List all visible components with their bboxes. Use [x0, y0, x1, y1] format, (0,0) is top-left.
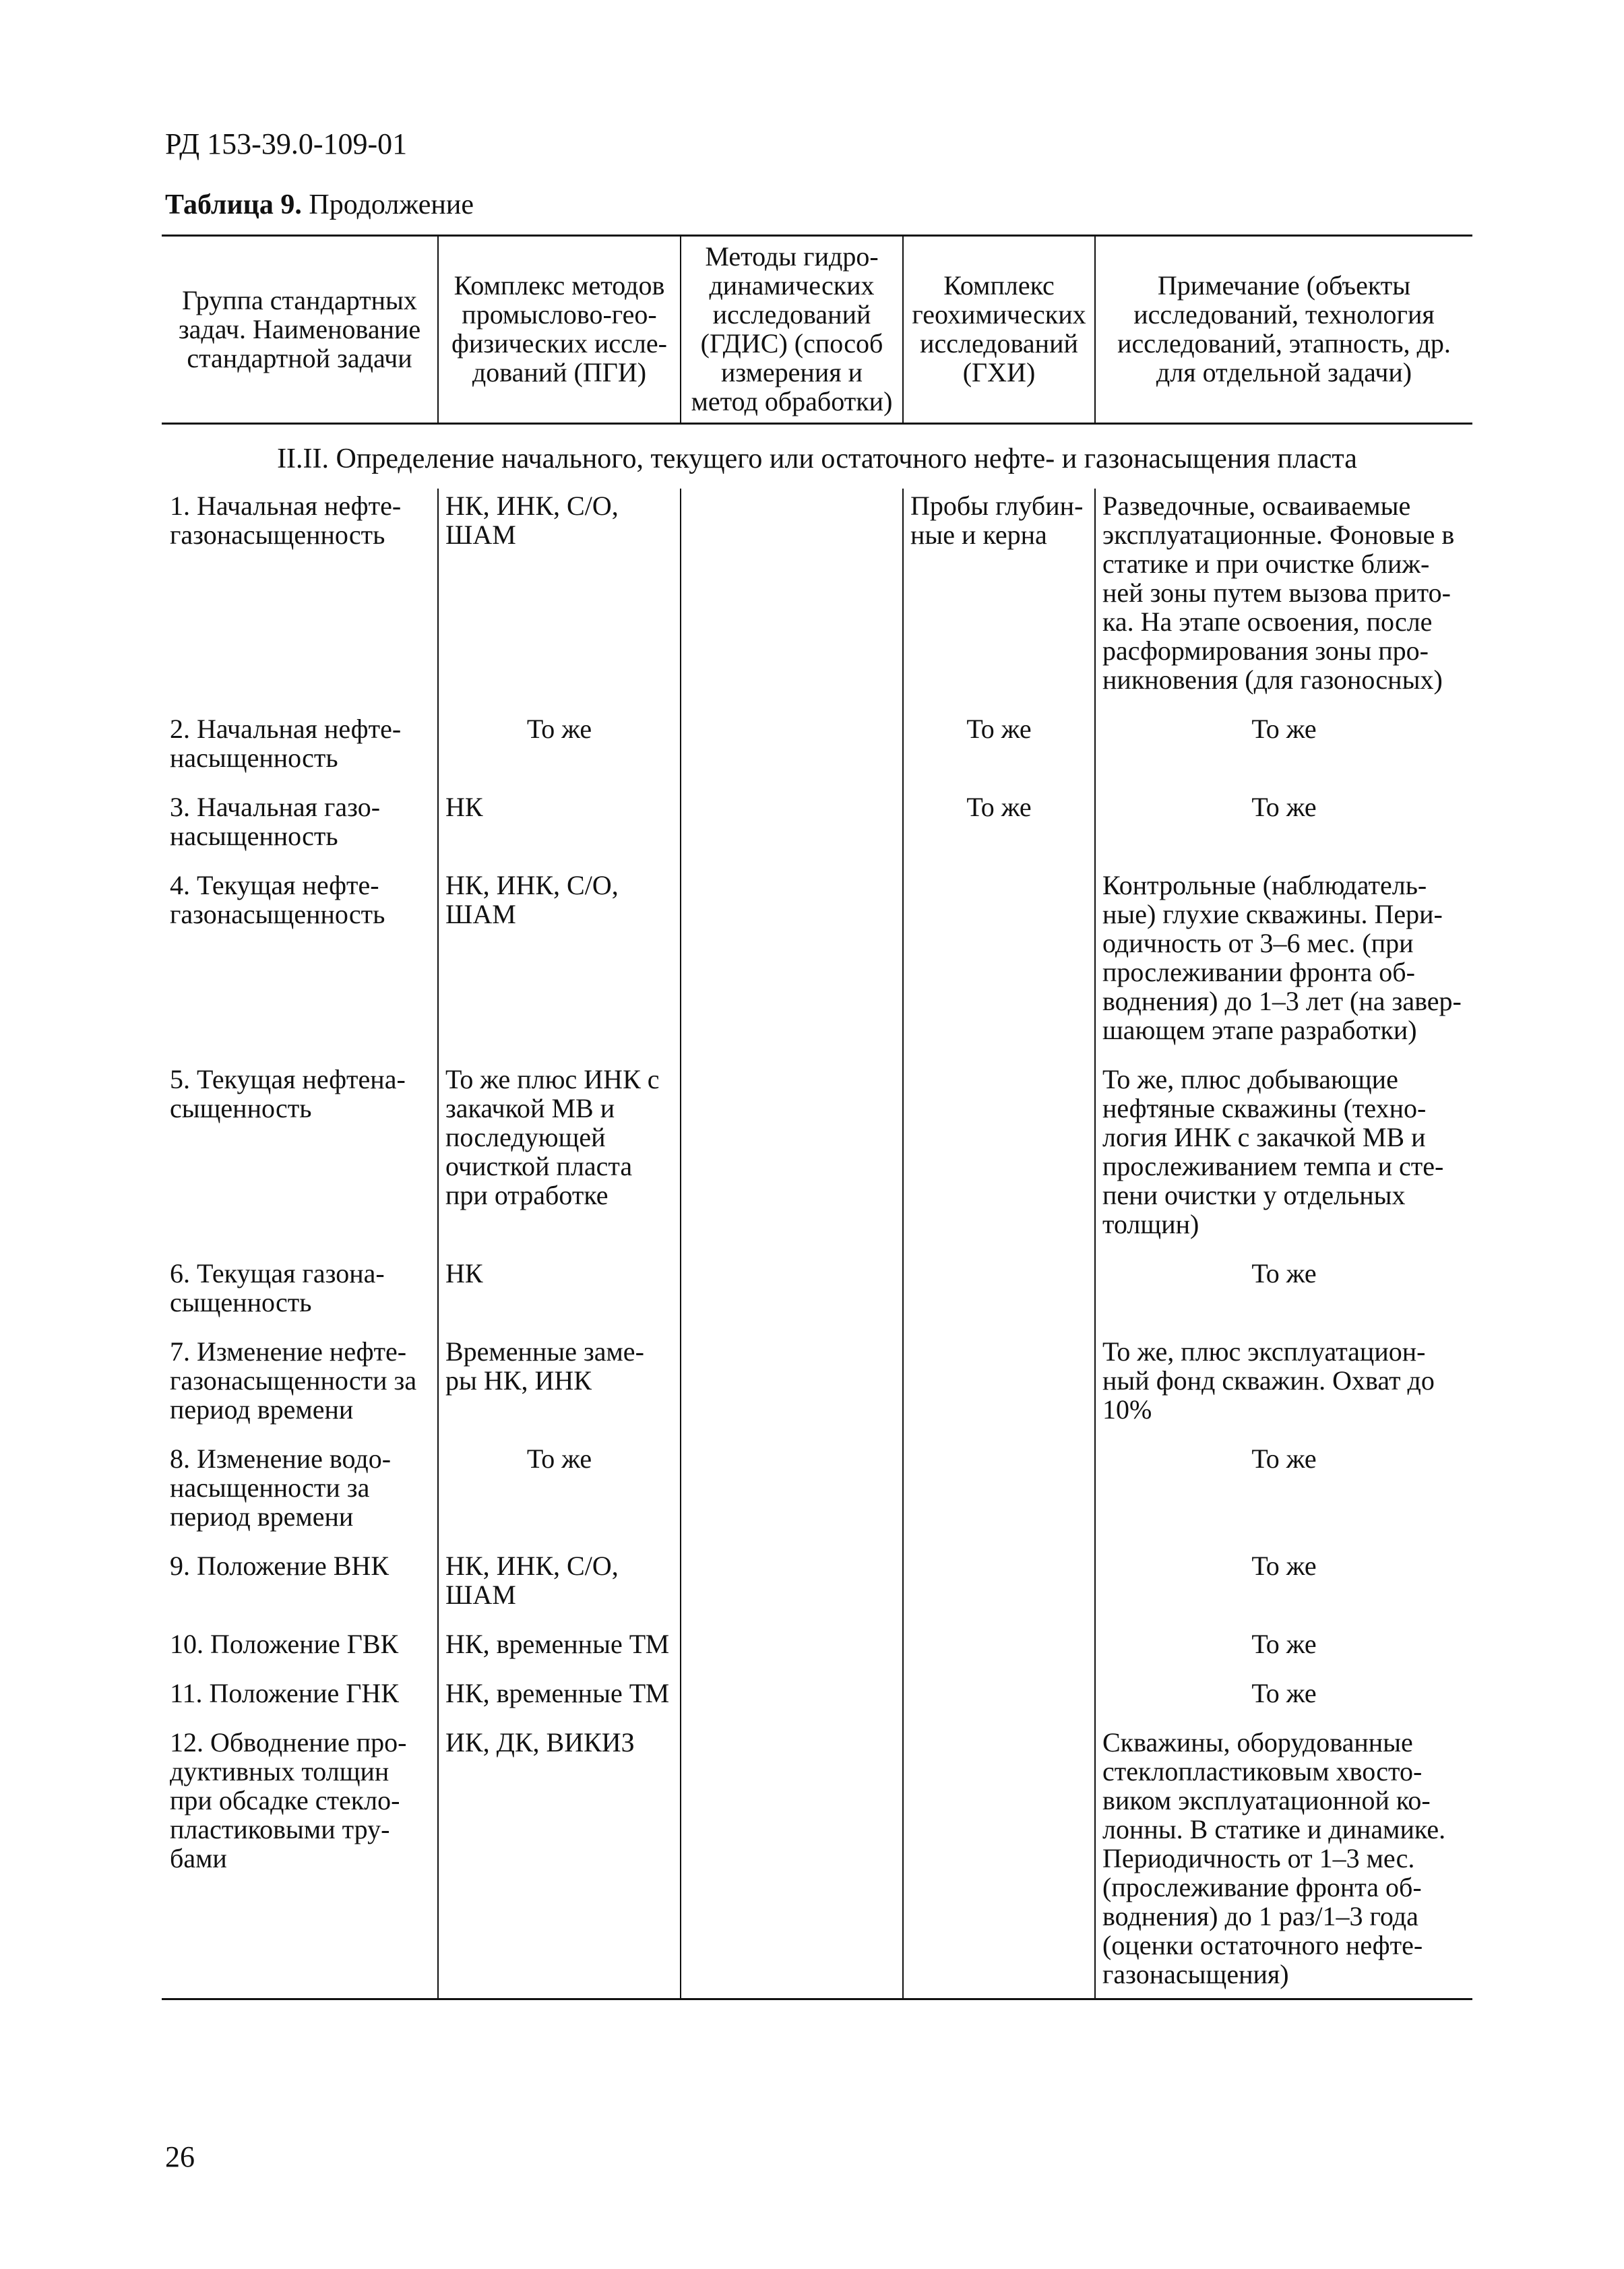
cell-ghi — [903, 1627, 1095, 1676]
cell-note: То же — [1095, 1441, 1472, 1549]
cell-ghi — [903, 1725, 1095, 1999]
cell-ghi — [903, 1676, 1095, 1725]
table-row — [162, 489, 1472, 712]
cell-gdis — [681, 868, 903, 1062]
column-header-note: Примечание (объекты исследований, технология исследований, этапность, др. для отдельной задачи) — [1095, 236, 1472, 424]
data-table — [162, 235, 1472, 2000]
cell-ghi — [903, 1062, 1095, 1256]
table-row — [162, 1062, 1472, 1256]
table-row — [162, 1256, 1472, 1334]
table-row — [162, 1334, 1472, 1441]
cell-task: 3. Начальная газо-насыщенность — [170, 792, 381, 851]
cell-task: 4. Текущая нефте-газонасыщенность — [170, 870, 385, 929]
cell-gdis — [681, 1627, 903, 1676]
cell-pgi: НК, временные ТМ — [438, 1676, 681, 1725]
table-row — [162, 1441, 1472, 1549]
cell-pgi: НК, ИНК, С/О, ШАМ — [438, 489, 681, 712]
table-caption-text: Продолжение — [301, 189, 474, 220]
cell-gdis — [681, 790, 903, 868]
cell-task: 7. Изменение нефте-газонасыщенности за период времени — [170, 1336, 417, 1425]
table-caption-label: Таблица 9. — [165, 189, 302, 220]
table-header-row — [162, 236, 1472, 424]
table-row — [162, 790, 1472, 868]
table-row — [162, 868, 1472, 1062]
data-table-container — [162, 235, 1472, 2000]
cell-note: То же — [1095, 712, 1472, 790]
cell-ghi: Пробы глубин-ные и керна — [903, 489, 1095, 712]
cell-gdis — [681, 1334, 903, 1441]
cell-pgi: То же плюс ИНК с закачкой МВ и последующей очисткой пласта при отработке — [438, 1062, 681, 1256]
cell-note: То же — [1095, 790, 1472, 868]
cell-ghi — [903, 868, 1095, 1062]
cell-note: Разведочные, осваиваемые эксплуатационные. Фоновые в статике и при очистке ближ-ней зоны путем вызова прито-ка. На этапе освоения, после расформирования зоны про-никновения (для газоносных) — [1095, 489, 1472, 712]
cell-ghi: То же — [903, 790, 1095, 868]
cell-task: 5. Текущая нефтена-сыщенность — [170, 1064, 406, 1123]
cell-pgi: НК, ИНК, С/О, ШАМ — [438, 868, 681, 1062]
column-header-ghi: Комплекс геохимических исследований (ГХИ) — [903, 236, 1095, 424]
cell-ghi — [903, 1334, 1095, 1441]
cell-gdis — [681, 1725, 903, 1999]
table-row — [162, 1676, 1472, 1725]
cell-ghi: То же — [903, 712, 1095, 790]
cell-task: 12. Обводнение про-дуктивных толщин при обсадке стекло-пластиковыми тру-бами — [162, 1725, 438, 1999]
cell-gdis — [681, 1256, 903, 1334]
cell-pgi: НК, ИНК, С/О, ШАМ — [438, 1549, 681, 1627]
cell-task: 11. Положение ГНК — [170, 1678, 399, 1708]
cell-gdis — [681, 1441, 903, 1549]
cell-gdis — [681, 712, 903, 790]
cell-pgi: НК, временные ТМ — [438, 1627, 681, 1676]
cell-pgi: Временные заме-ры НК, ИНК — [438, 1334, 681, 1441]
column-header-pgi: Комплекс методов промыслово-гео-физических иссле-дований (ПГИ) — [438, 236, 681, 424]
table-row — [162, 1627, 1472, 1676]
cell-gdis — [681, 1062, 903, 1256]
column-header-task: Группа стандартных задач. Наименование стандартной задачи — [162, 236, 438, 424]
cell-pgi: НК — [438, 1256, 681, 1334]
cell-note: То же — [1095, 1627, 1472, 1676]
cell-note: То же — [1095, 1256, 1472, 1334]
cell-note: Контрольные (наблюдатель-ные) глухие скважины. Пери-одичность от 3–6 мес. (при прослеживании фронта об-воднения) до 1–3 лет (на завер-шающем этапе разработки) — [1095, 868, 1472, 1062]
table-caption — [165, 189, 474, 221]
cell-task: 6. Текущая газона-сыщенность — [170, 1258, 385, 1317]
cell-note: То же, плюс эксплуатацион-ный фонд скважин. Охват до 10% — [1095, 1334, 1472, 1441]
cell-note: То же — [1095, 1549, 1472, 1627]
cell-task: 8. Изменение водо-насыщенности за период времени — [170, 1443, 392, 1532]
table-body — [162, 424, 1472, 1999]
cell-task: 9. Положение ВНК — [170, 1551, 389, 1581]
cell-note: То же — [1095, 1676, 1472, 1725]
cell-pgi: ИК, ДК, ВИКИЗ — [438, 1725, 681, 1999]
cell-task: 2. Начальная нефте-насыщенность — [170, 714, 402, 773]
cell-task: 10. Положение ГВК — [170, 1629, 399, 1659]
cell-gdis — [681, 1676, 903, 1725]
cell-note: Скважины, оборудованные стеклопластиковым хвосто-виком эксплуатационной ко-лонны. В статике и динамике. Периодичность от 1–3 мес. (прослеживание фронта об-воднения) до 1 раз/1–3 года (оценки остаточного нефте-газонасыщения) — [1095, 1725, 1472, 1999]
column-header-gdis: Методы гидро-динамических исследований (ГДИС) (способ измерения и метод обработки) — [681, 236, 903, 424]
table-row — [162, 1549, 1472, 1627]
section-row — [162, 424, 1472, 489]
table-row — [162, 1725, 1472, 1999]
cell-ghi — [903, 1549, 1095, 1627]
cell-ghi — [903, 1441, 1095, 1549]
cell-task: 1. Начальная нефте-газонасыщенность — [170, 491, 402, 550]
cell-gdis — [681, 489, 903, 712]
cell-gdis — [681, 1549, 903, 1627]
page-number: 26 — [165, 2140, 195, 2173]
cell-pgi: НК — [438, 790, 681, 868]
section-title: II.II. Определение начального, текущего или остаточного нефте- и газонасыщения пласта — [277, 443, 1357, 474]
cell-ghi — [903, 1256, 1095, 1334]
cell-pgi: То же — [438, 1441, 681, 1549]
cell-note: То же, плюс добывающие нефтяные скважины (техно-логия ИНК с закачкой МВ и прослеживанием темпа и сте-пени очистки у отдельных толщин) — [1095, 1062, 1472, 1256]
cell-pgi: То же — [438, 712, 681, 790]
table-row — [162, 712, 1472, 790]
document-code: РД 153-39.0-109-01 — [165, 127, 408, 160]
